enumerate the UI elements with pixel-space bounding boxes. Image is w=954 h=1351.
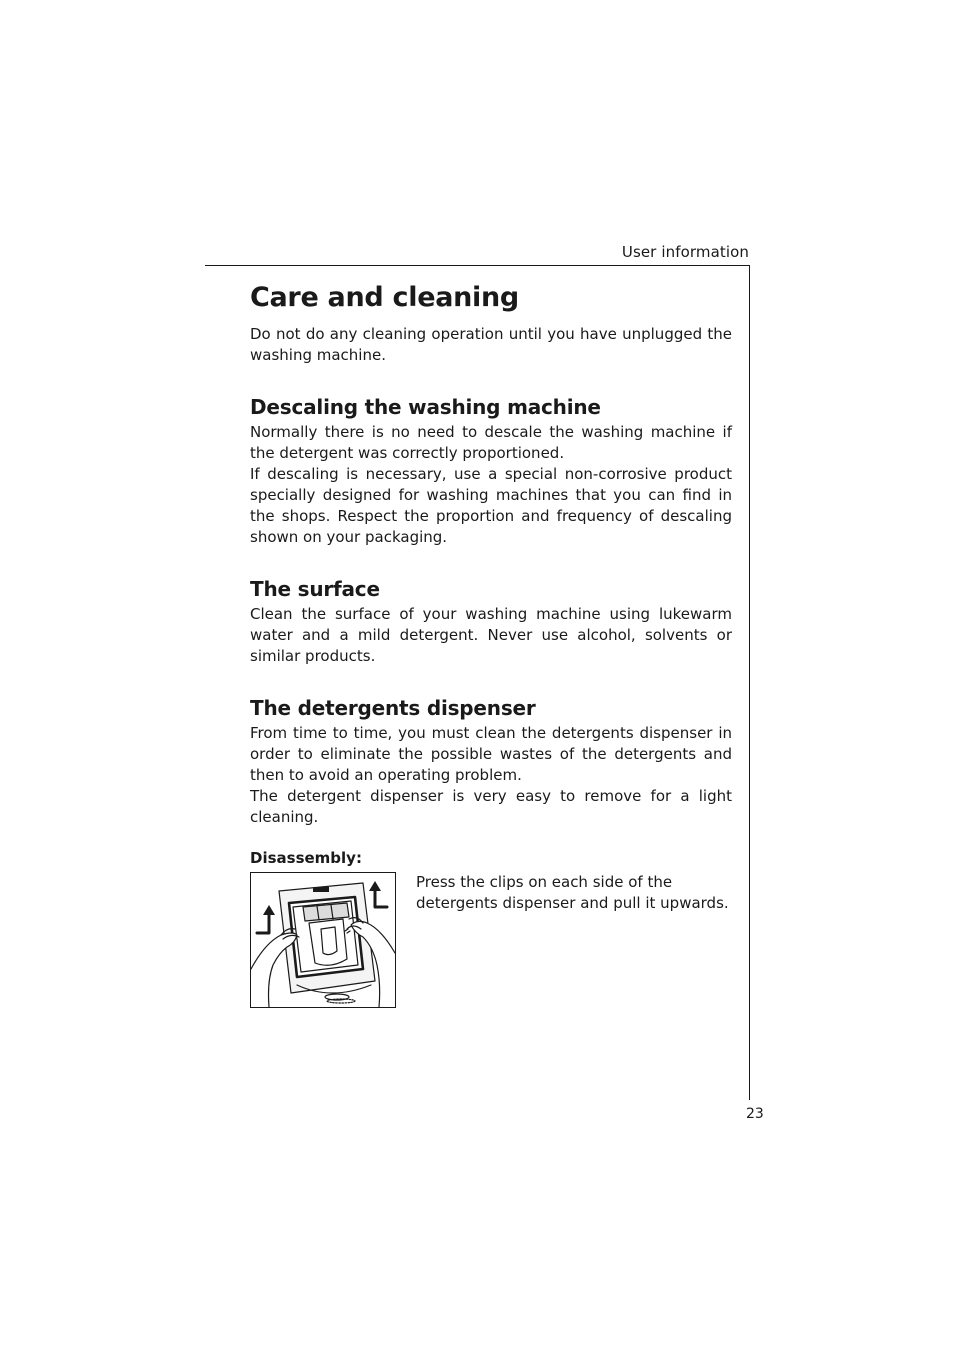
disassembly-block: [250, 848, 732, 1008]
section-detergents-dispenser: [250, 695, 732, 828]
section-surface: [250, 576, 732, 667]
header-rule: [205, 265, 750, 266]
disassembly-subheading: Disassembly:: [250, 849, 362, 867]
section-paragraph: If descaling is necessary, use a special non-corrosive product specially designed for washing machines that you can find in the shops. Respect the proportion and frequency of descaling shown on your packaging.: [250, 465, 732, 546]
hands-removing-dispenser-illustration: [250, 872, 396, 1008]
section-paragraph: From time to time, you must clean the detergents dispenser in order to eliminate the possible wastes of the detergents and then to avoid an operating problem.: [250, 724, 732, 784]
section-heading: The detergents dispenser: [250, 696, 536, 720]
section-paragraph: Clean the surface of your washing machine using lukewarm water and a mild detergent. Never use alcohol, solvents or similar products.: [250, 605, 732, 665]
dispenser-illustration-svg: [251, 873, 395, 1007]
header-section-label: User information: [621, 243, 749, 261]
section-paragraph: Normally there is no need to descale the washing machine if the detergent was correctly proportioned.: [250, 423, 732, 462]
page-number: 23: [746, 1106, 764, 1122]
intro-text: Do not do any cleaning operation until you have unplugged the washing machine.: [250, 325, 732, 364]
margin-rule: [749, 265, 750, 1100]
section-descaling: [250, 394, 732, 548]
section-heading: Descaling the washing machine: [250, 395, 601, 419]
page-title: Care and cleaning: [250, 282, 519, 313]
disassembly-instruction: Press the clips on each side of the detergents dispenser and pull it upwards.: [416, 873, 729, 912]
main-content: [250, 280, 732, 1008]
section-paragraph: The detergent dispenser is very easy to remove for a light cleaning.: [250, 787, 732, 826]
section-heading: The surface: [250, 577, 380, 601]
